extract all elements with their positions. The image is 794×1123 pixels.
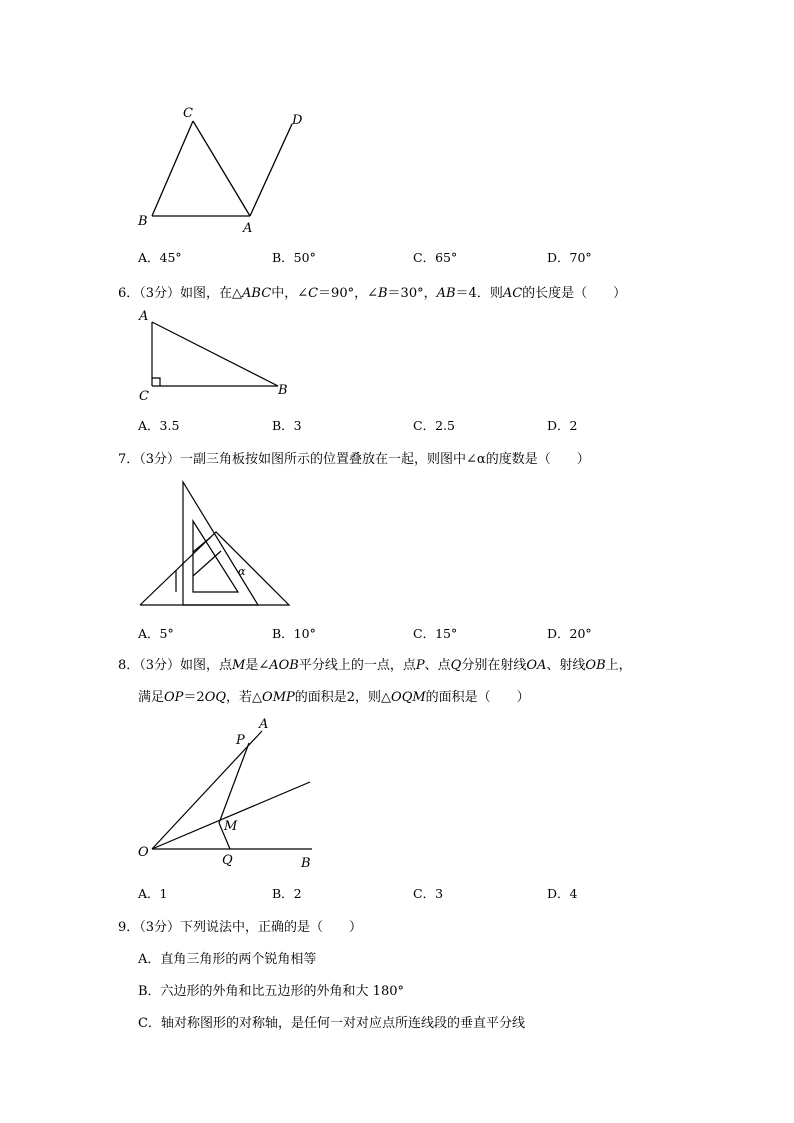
q6-option-d[interactable]: D．2 xyxy=(547,418,578,433)
q9-stem: 9．（3分）下列说法中，正确的是（ ） xyxy=(118,920,363,935)
q6-stem: 6．（3分）如图，在△ABC中，∠C＝90°，∠B＝30°，AB＝4．则AC的长度是（ ） xyxy=(118,286,627,301)
q7-option-c[interactable]: C．15° xyxy=(413,626,458,641)
q7-option-d[interactable]: D．20° xyxy=(547,626,592,641)
q8-option-d[interactable]: D．4 xyxy=(547,886,578,901)
label-b: B xyxy=(278,383,288,398)
label-a: A xyxy=(259,717,269,732)
label-m: M xyxy=(224,819,238,834)
q8-option-a[interactable]: A．1 xyxy=(138,886,168,901)
q5-option-d[interactable]: D．70° xyxy=(547,250,592,265)
q8-options xyxy=(138,884,738,900)
q5-option-a[interactable]: A．45° xyxy=(138,250,182,265)
q6-option-a[interactable]: A．3.5 xyxy=(138,418,180,433)
ray-oa xyxy=(152,731,262,849)
label-o: O xyxy=(138,845,149,860)
label-b: B xyxy=(301,856,311,871)
q7-option-a[interactable]: A．5° xyxy=(138,626,174,641)
label-a: A xyxy=(139,309,149,324)
q8-stem-line1: 8．（3分）如图，点M是∠AOB平分线上的一点，点P、点Q分别在射线OA、射线OB上， xyxy=(118,658,632,673)
label-a: A xyxy=(243,221,253,236)
label-q: Q xyxy=(222,853,233,868)
label-p: P xyxy=(236,733,245,748)
label-d: D xyxy=(292,113,303,128)
label-c: C xyxy=(183,106,193,121)
q5-option-c[interactable]: C．65° xyxy=(413,250,458,265)
label-c: C xyxy=(139,389,149,404)
q9-option-c[interactable]: C．轴对称图形的对称轴，是任何一对对应点所连线段的垂直平分线 xyxy=(138,1016,525,1031)
q7-stem: 7．（3分）一副三角板按如图所示的位置叠放在一起，则图中∠α的度数是（ ） xyxy=(118,452,590,467)
q8-option-c[interactable]: C．3 xyxy=(413,886,444,901)
q5-option-b[interactable]: B．50° xyxy=(272,250,316,265)
alpha-label: α xyxy=(238,565,246,578)
q9-option-a[interactable]: A．直角三角形的两个锐角相等 xyxy=(138,952,317,967)
label-b: B xyxy=(138,214,148,229)
q7-option-b[interactable]: B．10° xyxy=(272,626,316,641)
q9-option-b[interactable]: B．六边形的外角和比五边形的外角和大 180° xyxy=(138,984,404,999)
q6-option-c[interactable]: C．2.5 xyxy=(413,418,455,433)
q8-stem-line2: 满足OP＝2OQ，若△OMP的面积是2，则△OQM的面积是（ ） xyxy=(138,690,530,705)
q6-option-b[interactable]: B．3 xyxy=(272,418,302,433)
q8-option-b[interactable]: B．2 xyxy=(272,886,302,901)
segment-pm xyxy=(219,743,249,823)
